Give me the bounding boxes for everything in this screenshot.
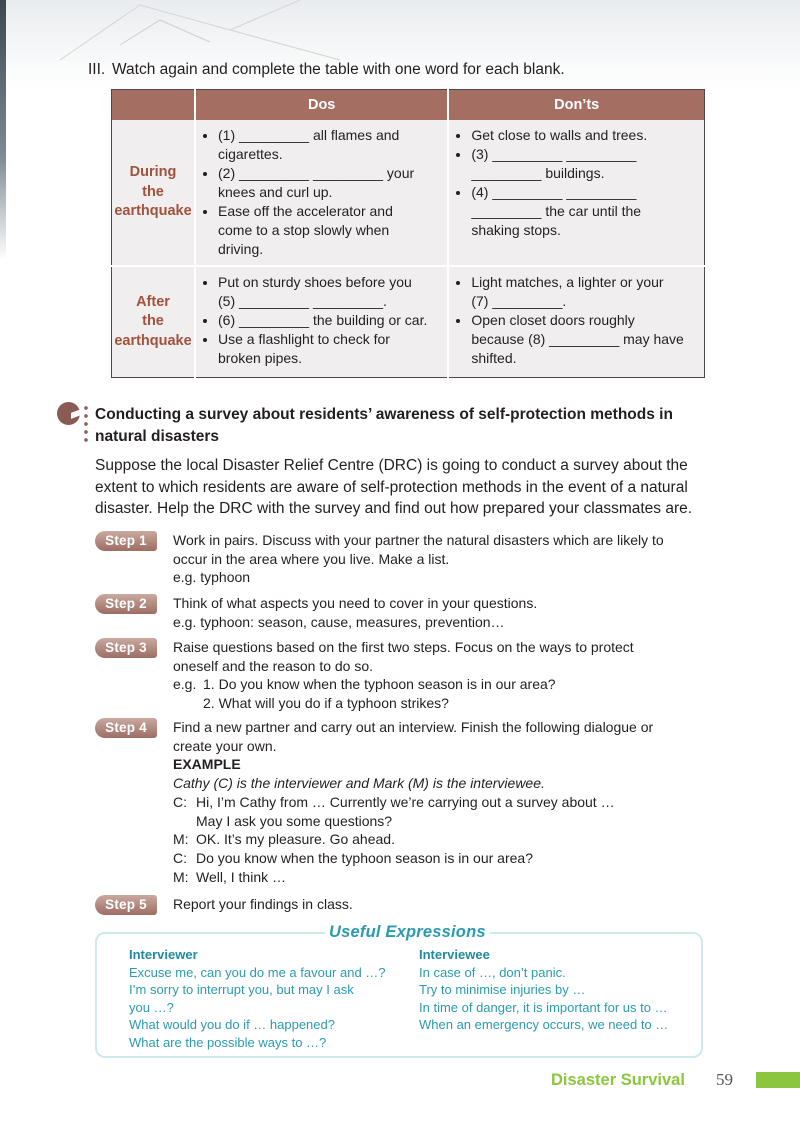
list-item: • Use a flashlight to check for broken pipes. [218,330,441,368]
task-intro: Suppose the local Disaster Relief Centre (DRC) is going to conduct a survey about the extent to which residents are aware of self-protection methods in the event of a natural disaster. Help the DRC with the survey and find out how prepared your classmates are. [95,457,693,517]
during-donts-cell [448,120,704,266]
dialogue-line: M: Well, I think … [173,868,286,885]
list-item: • Get close to walls and trees. [471,126,698,145]
dialogue-line: C: Do you know when the typhoon season is in our area? [173,849,533,866]
row-label-during: During the earthquake [112,120,196,266]
list-item: • Ease off the accelerator and come to a stop slowly when driving. [218,202,441,259]
step-2-badge: Step 2 [95,594,157,614]
step-5-badge: Step 5 [95,895,157,915]
example-note: Cathy (C) is the interviewer and Mark (M) is the interviewee. [173,775,545,792]
interviewee-heading: Interviewee [419,947,490,962]
step-3-badge: Step 3 [95,638,157,658]
step-1-text: Work in pairs. Discuss with your partner the natural disasters which are likely to occur in the area where you live. Make a list. e.g. typhoon [173,532,664,586]
step-4-badge: Step 4 [95,718,157,738]
task-title: Conducting a survey about residents’ awareness of self-protection methods in natural disasters [95,406,673,445]
interviewee-column: Interviewee In case of …, don’t panic. Try to minimise injuries by … In time of danger, it is important for us to … When an emergency occurs, we need to … [419,947,669,1033]
list-item: • (6) _________ the building or car. [218,311,441,330]
instruction [88,61,565,79]
table-corner [112,90,196,121]
table-header-row [112,90,705,121]
step-3-text: Raise questions based on the first two steps. Focus on the ways to protect oneself and the reason to do so. e.g. 1. Do you know when the typhoon season is in our area? 2. What will you do if a typhoon strikes? [173,639,634,712]
list-item: • Open closet doors roughly because (8) _________ may have shifted. [471,311,698,368]
step-1-badge: Step 1 [95,531,157,551]
step-2-text: Think of what aspects you need to cover in your questions. e.g. typhoon: season, cause, measures, prevention… [173,595,538,630]
dotted-line-decoration [84,404,88,444]
list-item: • (1) _________ all flames and cigarettes. [218,126,441,164]
table-row [112,120,705,266]
after-dos-cell [195,266,448,378]
list-item: • Put on sturdy shoes before you (5) _________ _________. [218,273,441,311]
list-item: • (4) _________ _________ _________ the car until the shaking stops. [471,183,698,240]
during-dos-cell [195,120,448,266]
dialogue-line: C: Hi, I’m Cathy from … Currently we’re carrying out a survey about … [173,793,615,810]
step-4-text: Find a new partner and carry out an interview. Finish the following dialogue or create your own. EXAMPLE Cathy (C) is the interviewer and Mark (M) is the interviewee. C: Hi, I’m Cathy from … Currently we’re carrying out a survey about … May I ask you some questions? M: OK. It’s my pleasure. Go ahead. C: Do you know when the typhoon season is in our area? M: Well, I think … [173,718,703,886]
page-number: 59 [716,1070,733,1089]
step-5-text: Report your findings in class. [173,896,353,912]
interviewer-column: Interviewer Excuse me, can you do me a favour and …? I’m sorry to interrupt you, but may I ask you …? What would you do if … happened? What are the possible ways to …? [129,947,386,1050]
example-title: EXAMPLE [173,756,241,773]
header-dos: Dos [195,90,448,121]
after-donts-cell [448,266,704,378]
dialogue-line: M: OK. It’s my pleasure. Go ahead. [173,831,395,848]
instruction-number: III. [88,61,106,78]
list-item: • Light matches, a lighter or your (7) _________. [471,273,698,311]
footer-section-title: Disaster Survival [551,1071,685,1089]
page-tab-decoration [756,1072,800,1088]
dos-donts-table [111,89,705,378]
interviewer-heading: Interviewer [129,947,198,962]
eg-label: e.g. [173,676,197,693]
dialogue-line: May I ask you some questions? [196,812,393,829]
speaking-task-icon [57,402,80,425]
list-item: • (3) _________ _________ _________ buildings. [471,145,698,183]
header-donts: Don’ts [448,90,704,121]
instruction-text: Watch again and complete the table with one word for each blank. [112,61,565,78]
useful-expressions-title: Useful Expressions [325,923,490,942]
table-row [112,266,705,378]
row-label-after: After the earthquake [112,266,196,378]
list-item: • (2) _________ _________ your knees and curl up. [218,164,441,202]
